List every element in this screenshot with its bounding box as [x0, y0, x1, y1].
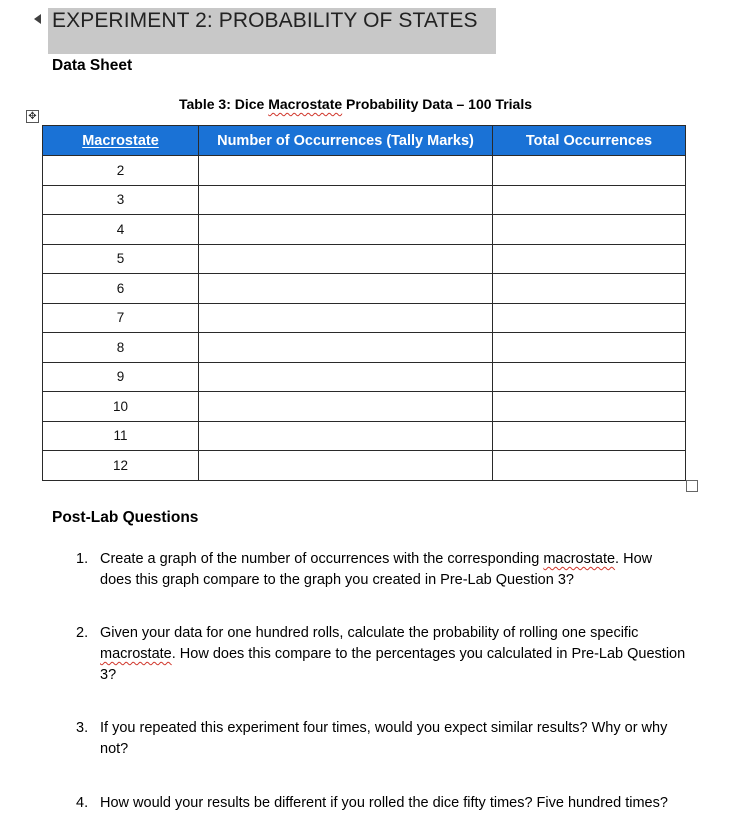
- macrostate-cell[interactable]: 8: [43, 333, 199, 363]
- caption-part: Table 3: Dice: [179, 96, 269, 112]
- total-occurrences-cell[interactable]: [493, 215, 686, 245]
- table-row: [43, 244, 686, 274]
- total-occurrences-cell[interactable]: [493, 274, 686, 304]
- macrostate-cell[interactable]: 3: [43, 185, 199, 215]
- question-text-part: If you repeated this experiment four times, would you expect similar results? Why or why not?: [100, 720, 668, 757]
- table-move-handle-icon[interactable]: ✥: [26, 110, 39, 123]
- tally-marks-cell[interactable]: [199, 274, 493, 304]
- post-lab-question: [76, 793, 686, 814]
- table-resize-handle[interactable]: [686, 480, 698, 492]
- macrostate-cell[interactable]: 6: [43, 274, 199, 304]
- macrostate-data-table: [42, 125, 686, 481]
- spellcheck-word: macrostate: [543, 551, 616, 567]
- tally-marks-cell[interactable]: [199, 185, 493, 215]
- tally-marks-cell[interactable]: [199, 421, 493, 451]
- post-lab-question: [76, 549, 686, 591]
- table-row: [43, 156, 686, 186]
- question-text: [100, 718, 686, 760]
- macrostate-cell[interactable]: 4: [43, 215, 199, 245]
- question-text-part: Create a graph of the number of occurrences with the corresponding: [100, 551, 544, 567]
- question-number: 1.: [76, 551, 89, 567]
- tally-marks-cell[interactable]: [199, 215, 493, 245]
- table-row: [43, 333, 686, 363]
- spellcheck-word: macrostate: [100, 646, 172, 662]
- total-occurrences-cell[interactable]: [493, 451, 686, 481]
- question-text-part: . How does this compare to the percentages you calculated in Pre-Lab Question 3?: [100, 646, 686, 683]
- tally-marks-cell[interactable]: [199, 333, 493, 363]
- macrostate-cell[interactable]: 11: [43, 421, 199, 451]
- total-occurrences-cell[interactable]: [493, 303, 686, 333]
- caption-part: Probability Data – 100 Trials: [342, 96, 533, 112]
- collapse-heading-icon[interactable]: [34, 14, 41, 24]
- tally-marks-cell[interactable]: [199, 244, 493, 274]
- column-header-total-occurrences: Total Occurrences: [493, 126, 686, 156]
- post-lab-questions-heading: Post-Lab Questions: [52, 509, 199, 526]
- tally-marks-cell[interactable]: [199, 362, 493, 392]
- table-row: [43, 451, 686, 481]
- total-occurrences-cell[interactable]: [493, 156, 686, 186]
- tally-marks-cell[interactable]: [199, 392, 493, 422]
- question-number: 3.: [76, 720, 89, 736]
- total-occurrences-cell[interactable]: [493, 333, 686, 363]
- table-row: [43, 185, 686, 215]
- table-row: [43, 421, 686, 451]
- question-text-part: Given your data for one hundred rolls, calculate the probability of rolling one specific: [100, 625, 639, 641]
- question-text-part: . How does this graph compare to the graph you created in Pre-Lab Question 3?: [100, 551, 653, 588]
- tally-marks-cell[interactable]: [199, 451, 493, 481]
- column-header-label: Macrostate: [82, 132, 159, 149]
- column-header-macrostate: [43, 126, 199, 156]
- table-row: [43, 215, 686, 245]
- table-row: [43, 392, 686, 422]
- total-occurrences-cell[interactable]: [493, 392, 686, 422]
- macrostate-cell[interactable]: 10: [43, 392, 199, 422]
- macrostate-cell[interactable]: 2: [43, 156, 199, 186]
- question-text: [100, 623, 686, 686]
- data-sheet-label: Data Sheet: [52, 57, 133, 74]
- question-text-part: How would your results be different if you rolled the dice fifty times? Five hundred times?: [100, 795, 668, 811]
- table-header-row: [43, 126, 686, 156]
- total-occurrences-cell[interactable]: [493, 185, 686, 215]
- question-number: 2.: [76, 625, 89, 641]
- table-caption: [179, 96, 532, 112]
- total-occurrences-cell[interactable]: [493, 421, 686, 451]
- macrostate-cell[interactable]: 12: [43, 451, 199, 481]
- total-occurrences-cell[interactable]: [493, 244, 686, 274]
- macrostate-cell[interactable]: 9: [43, 362, 199, 392]
- macrostate-cell[interactable]: 7: [43, 303, 199, 333]
- post-lab-question: [76, 718, 686, 760]
- table-row: [43, 274, 686, 304]
- total-occurrences-cell[interactable]: [493, 362, 686, 392]
- macrostate-cell[interactable]: 5: [43, 244, 199, 274]
- tally-marks-cell[interactable]: [199, 156, 493, 186]
- tally-marks-cell[interactable]: [199, 303, 493, 333]
- column-header-number-of-occurrences: Number of Occurrences (Tally Marks): [199, 126, 493, 156]
- question-text: [100, 793, 686, 814]
- table-row: [43, 303, 686, 333]
- post-lab-question: [76, 623, 686, 686]
- question-number: 4.: [76, 795, 89, 811]
- page-title: EXPERIMENT 2: PROBABILITY OF STATES: [52, 9, 478, 32]
- question-text: [100, 549, 686, 591]
- caption-spellcheck-word: Macrostate: [268, 96, 343, 112]
- table-row: [43, 362, 686, 392]
